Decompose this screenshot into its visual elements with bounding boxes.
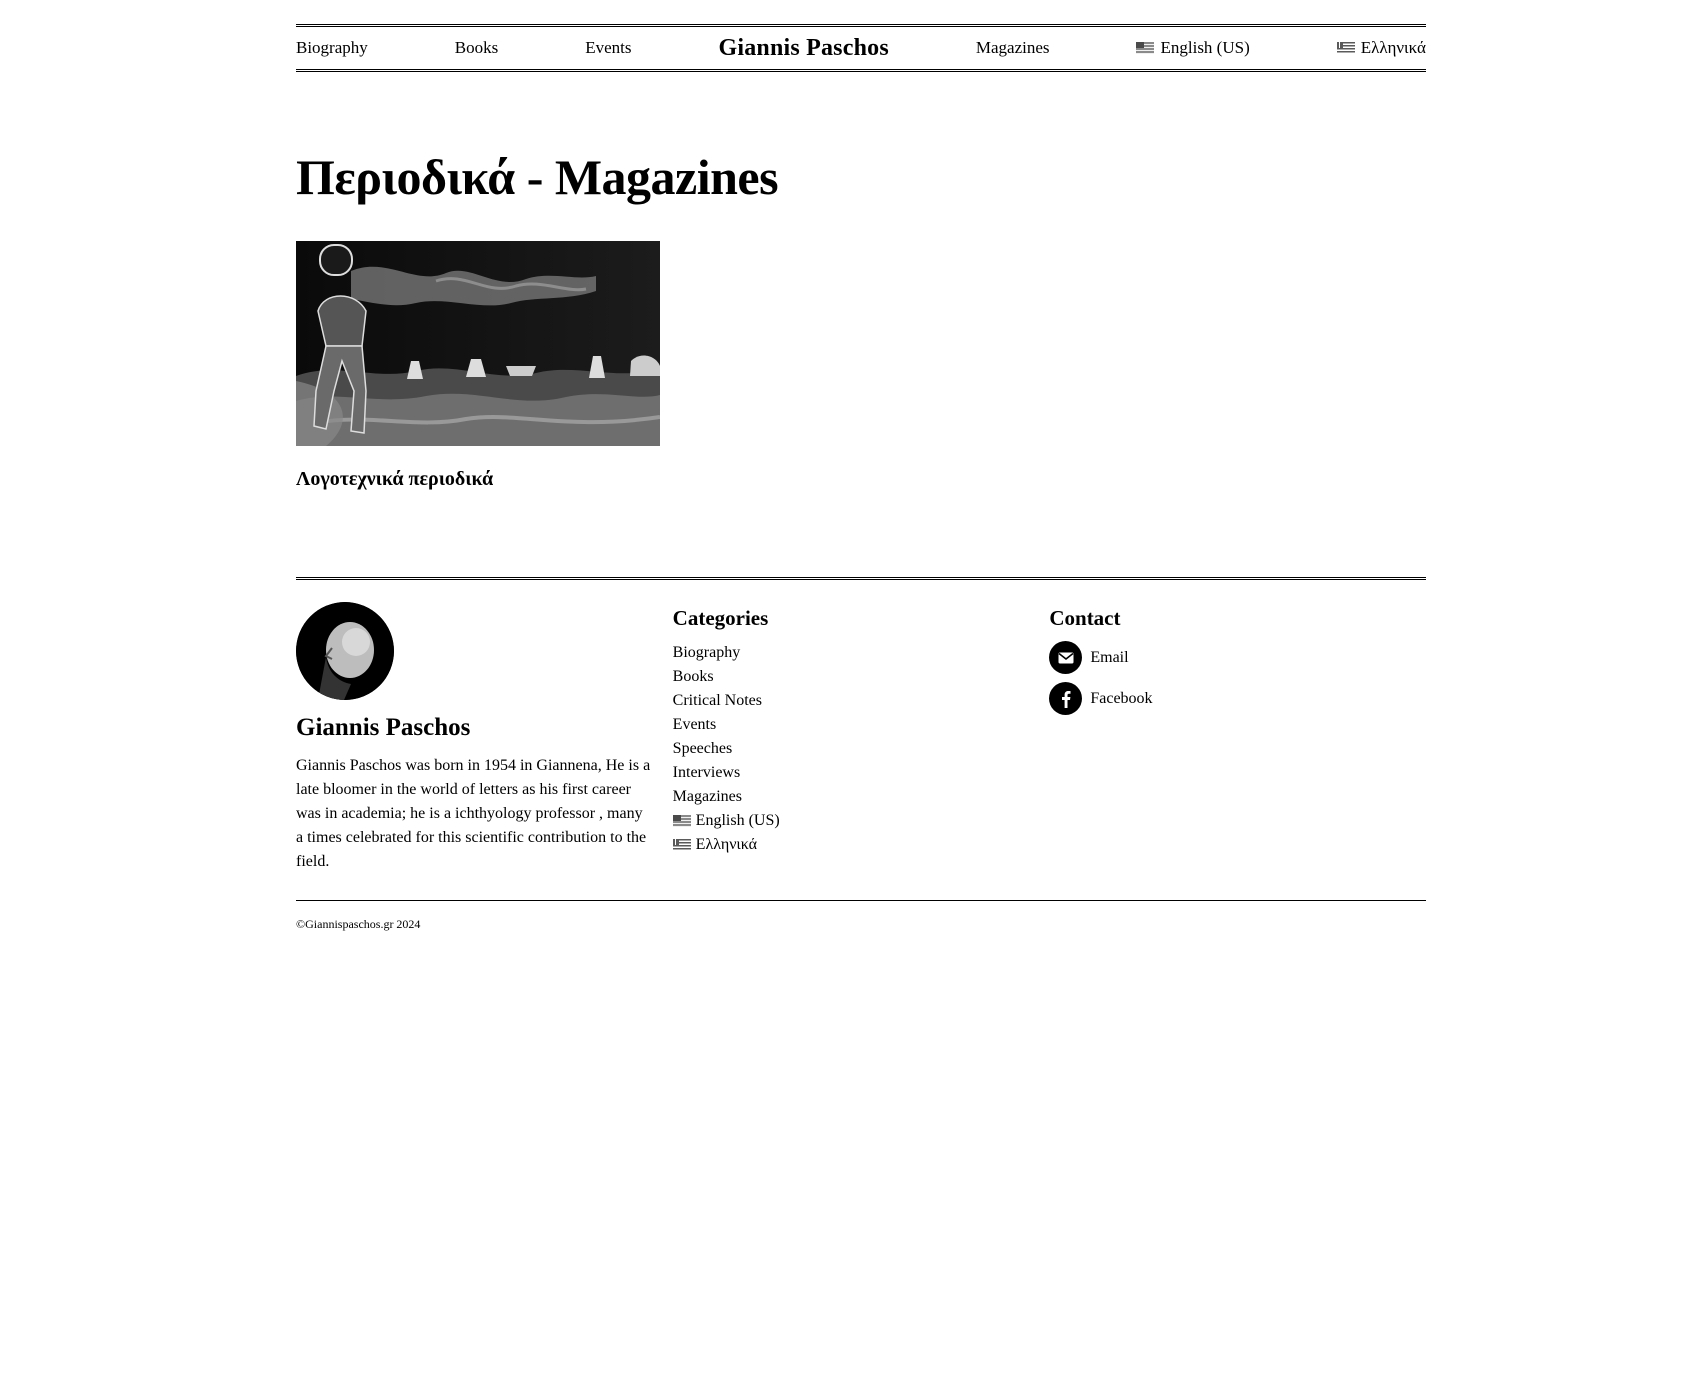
post-title[interactable]	[296, 468, 660, 491]
category-events[interactable]	[673, 713, 1050, 737]
site-header	[296, 24, 1426, 72]
nav-books[interactable]	[455, 38, 498, 58]
post-title-link[interactable]: Λογοτεχνικά περιοδικά	[296, 468, 494, 490]
category-biography[interactable]	[673, 641, 1050, 665]
nav-english-label: English (US)	[1160, 38, 1250, 57]
nav-magazines-label: Magazines	[975, 38, 1050, 57]
contact-facebook-label: Facebook	[1090, 689, 1153, 707]
category-link[interactable]: Books	[672, 668, 714, 685]
us-flag-icon	[1136, 42, 1154, 54]
nav-greek-label: Ελληνικά	[1360, 38, 1426, 57]
post-image-link[interactable]	[296, 241, 660, 446]
language-link[interactable]: English (US)	[695, 812, 780, 829]
footer-categories	[673, 602, 1050, 874]
category-speeches[interactable]	[673, 737, 1050, 761]
nav-greek[interactable]	[1337, 38, 1426, 58]
nav-events[interactable]	[585, 38, 631, 58]
site-brand-label: Giannis Paschos	[718, 34, 889, 61]
nav-biography[interactable]	[296, 38, 368, 58]
category-magazines[interactable]	[673, 785, 1050, 809]
post-card	[296, 241, 660, 491]
language-greek[interactable]	[673, 833, 1050, 857]
category-link[interactable]: Events	[672, 716, 717, 733]
contact-email-label: Email	[1090, 648, 1129, 666]
category-interviews[interactable]	[673, 761, 1050, 785]
main-nav	[296, 27, 1426, 69]
contact-heading: Contact	[1049, 606, 1121, 630]
greek-flag-icon	[1337, 42, 1355, 54]
author-bio: Giannis Paschos was born in 1954 in Giannena, He is a late bloomer in the world of letters as his first career was in academia; he is a ichthyology professor , many a times celebrated for this scientific contribution to the field.	[296, 757, 651, 870]
contact-facebook[interactable]	[1049, 682, 1426, 715]
site-brand[interactable]	[718, 35, 888, 62]
facebook-icon	[1049, 682, 1082, 715]
category-critical-notes[interactable]	[673, 689, 1050, 713]
nav-magazines[interactable]	[976, 38, 1050, 58]
category-link[interactable]: Biography	[672, 644, 741, 661]
greek-flag-icon	[673, 839, 691, 851]
footer-divider	[296, 577, 1426, 580]
categories-heading: Categories	[672, 606, 769, 630]
page-title: Περιοδικά - Magazines	[296, 149, 779, 205]
category-link[interactable]: Magazines	[672, 788, 742, 805]
language-link[interactable]: Ελληνικά	[695, 836, 758, 853]
category-books[interactable]	[673, 665, 1050, 689]
author-name: Giannis Paschos	[296, 714, 471, 741]
nav-biography-label: Biography	[296, 38, 368, 57]
email-icon	[1049, 641, 1082, 674]
footer-about	[296, 602, 673, 874]
us-flag-icon	[673, 815, 691, 827]
language-english[interactable]	[673, 809, 1050, 833]
nav-events-label: Events	[585, 38, 632, 57]
post-image	[296, 241, 660, 446]
author-portrait-icon	[296, 602, 394, 700]
copyright-divider	[296, 900, 1426, 901]
contact-email[interactable]	[1049, 641, 1426, 674]
category-link[interactable]: Critical Notes	[672, 692, 762, 709]
author-avatar	[296, 602, 394, 700]
category-link[interactable]: Speeches	[672, 740, 733, 757]
copyright-text: ©Giannispaschos.gr 2024	[296, 917, 421, 931]
category-link[interactable]: Interviews	[672, 764, 741, 781]
categories-list	[673, 641, 1050, 857]
nav-english[interactable]	[1136, 38, 1249, 58]
footer-contact	[1049, 602, 1426, 874]
nav-books-label: Books	[454, 38, 499, 57]
site-footer	[296, 602, 1426, 874]
